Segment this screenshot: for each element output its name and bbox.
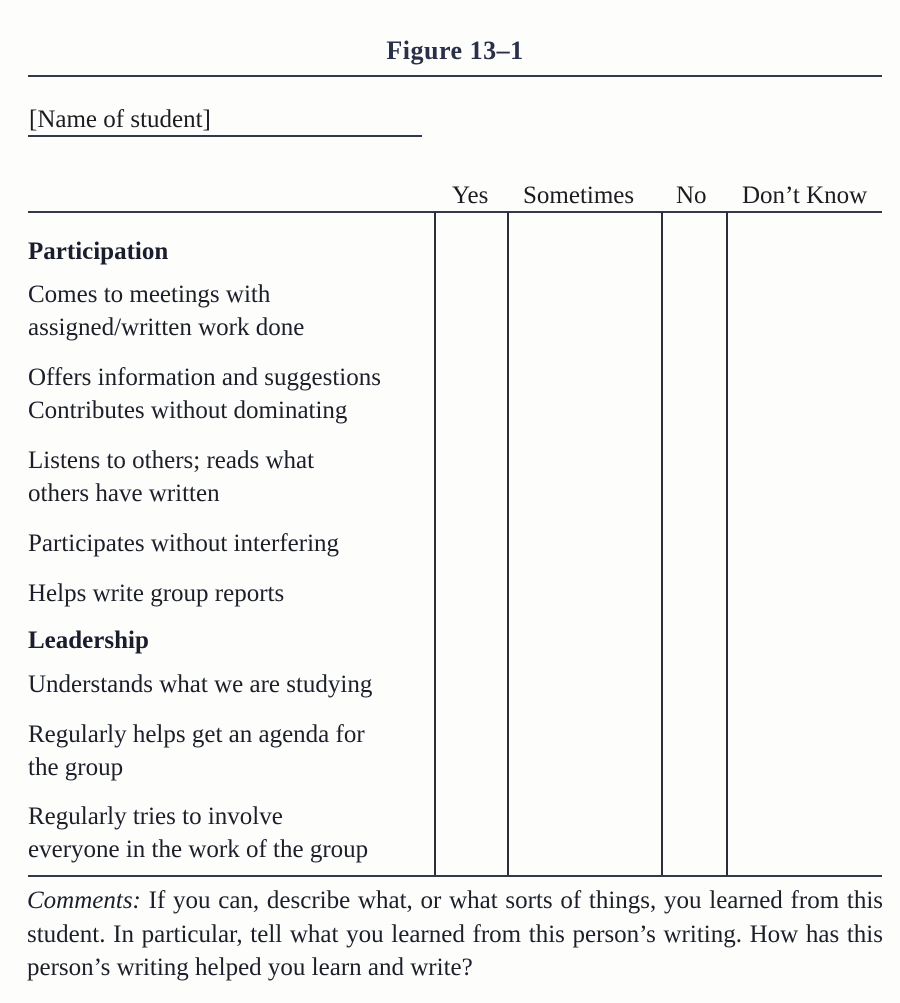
student-name-label: [Name of student] (29, 106, 211, 133)
checklist-item: Regularly helps get an agenda for the group (28, 721, 365, 781)
header-rule (28, 211, 882, 213)
section-title-leadership: Leadership (28, 627, 149, 654)
comments-label: Comments: (27, 887, 141, 914)
column-header-sometimes: Sometimes (523, 182, 635, 209)
checklist-item: Participates without interfering (28, 530, 340, 557)
checklist-item: Comes to meetings with assigned/written work done (28, 281, 305, 341)
checklist-item: Regularly tries to involve everyone in the work of the group (28, 803, 369, 863)
checklist-item: Listens to others; reads what others have written (28, 447, 315, 507)
checklist-item: Understands what we are studying (28, 671, 373, 698)
comments-paragraph (27, 884, 883, 985)
student-name-line (28, 135, 422, 137)
column-header-yes: Yes (452, 182, 489, 209)
column-divider (661, 212, 663, 876)
column-header-dont-know: Don’t Know (742, 182, 868, 209)
column-divider (434, 212, 436, 876)
comments-text: If you can, describe what, or what sorts of things, you learned from this student. In particular, tell what you learned from this person’s writing. How has this person’s writing helped you learn and write? (27, 887, 883, 981)
section-title-participation: Participation (28, 238, 169, 265)
figure-title: Figure 13–1 (386, 36, 524, 65)
column-divider (726, 212, 728, 876)
checklist-item: Helps write group reports (28, 580, 285, 607)
table-bottom-rule (28, 875, 882, 877)
column-divider (507, 212, 509, 876)
title-underline (28, 75, 882, 77)
checklist-item: Offers information and suggestions Contributes without dominating (28, 364, 381, 424)
column-header-no: No (676, 182, 707, 209)
